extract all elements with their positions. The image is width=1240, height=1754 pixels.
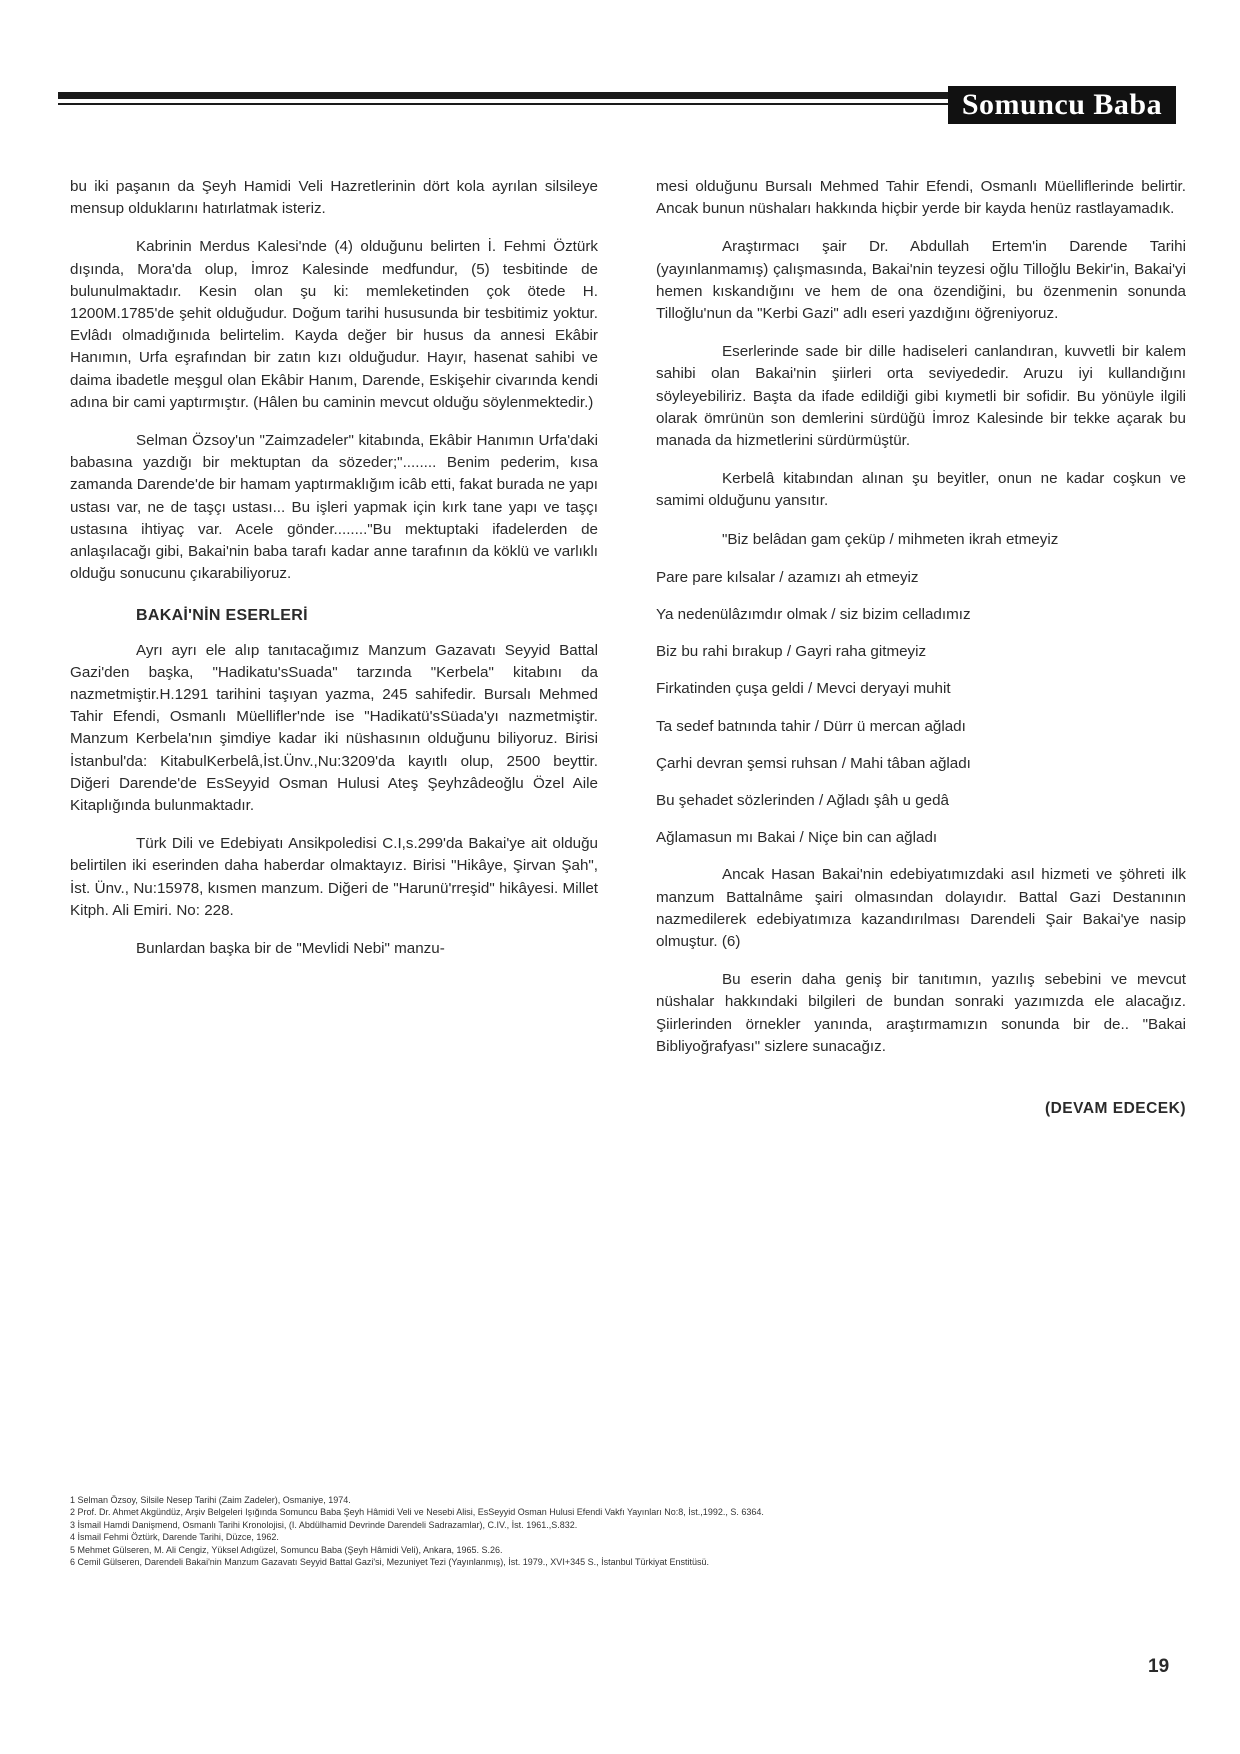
footnote: 3 İsmail Hamdi Danişmend, Osmanlı Tarihi Kronolojisi, (I. Abdülhamid Devrinde Darendeli Sadrazamlar), C.IV., İst. 1961.,S.832. (70, 1519, 578, 1530)
paragraph: Ayrı ayrı ele alıp tanıtacağımız Manzum Gazavatı Seyyid Battal Gazi'den başka, "Hadikatu'sSuada" tarzında "Kerbela" kitabını da nazmetmiştir.H.1291 tarihini taşıyan yazma, 245 sahifedir. Bursalı Mehmed Tahir Efendi, Osmanlı Müellifler'nde ise "Hadikatü'sSüada'yı nazmetmiştir. Manzum Kerbela'nın şimdiye kadar iki nüshasının olduğunu biliyoruz. Birisi İstanbul'da: KitabulKerbelâ,İst.Ünv.,Nu:3209'da kayıtlı olup, 2500 beyttir. Diğeri Darende'de EsSeyyid Osman Hulusi Ateş Şeyhzâdeoğlu Özel Aile Kitaplığında bulunmaktadır. (70, 641, 598, 815)
section-heading: BAKAİ'NİN ESERLERİ (136, 607, 308, 625)
footnote: 6 Cemil Gülseren, Darendeli Bakai'nin Manzum Gazavatı Seyyid Battal Gazi'si, Mezuniyet Tezi (Yayınlanmış), İst. 1979., XVI+345 S., İstanbul Türkiyat Enstitüsü. (70, 1557, 709, 1568)
footnote: 5 Mehmet Gülseren, M. Ali Cengiz, Yüksel Adıgüzel, Somuncu Baba (Şeyh Hâmidi Veli), Ankara, 1965. S.26. (70, 1544, 503, 1555)
header-rule-thin (58, 103, 948, 105)
footnote: 2 Prof. Dr. Ahmet Akgündüz, Arşiv Belgeleri Işığında Somuncu Baba Şeyh Hâmidi Veli ve Nesebi Alisi, EsSeyyid Osman Hulusi Efendi Vakfı Yayınları No:8, İst.,1992., S. 6364. (70, 1507, 764, 1518)
paragraph: mesi olduğunu Bursalı Mehmed Tahir Efendi, Osmanlı Müelliflerinde belirtir. Ancak bunun nüshaları hakkında hiçbir yerde bir kayda henüz rastlayamadık. (656, 178, 1186, 218)
paragraph: Eserlerinde sade bir dille hadiseleri canlandıran, kuvvetli bir kalem sahibi olan Bakai'nin şiirleri orta seviyededir. Aruzu iyi kullandığını söyleyebiliriz. Başta da ifade edildiği gibi kıymetli bir sofidir. Bu yönüyle ilgili olarak ömrünün son demlerini sürdüğü İmroz Kalesinde bir tekke açarak bu manada da hizmetlerini sürdürmüştür. (656, 343, 1186, 450)
verse-line: Pare pare kılsalar / azamızı ah etmeyiz (656, 568, 919, 586)
verse-line: Biz bu rahi bırakup / Gayri raha gitmeyiz (656, 643, 927, 661)
right-column (656, 176, 1186, 1120)
footnotes (70, 1494, 1180, 1568)
verse-line: Ya nedenülâzımdır olmak / siz bizim celladımız (656, 606, 971, 624)
paragraph: Araştırmacı şair Dr. Abdullah Ertem'in Darende Tarihi (yayınlanmamış) çalışmasında, Bakai'nin teyzesi oğlu Tilloğlu Bekir'in, Bakai'yi hemen kıskandığını ve hem de ona özendiğini, bu özenmenin sonunda Tilloğlu'nun da "Kerbi Gazi" adlı eseri yazdığını öğreniyoruz. (656, 238, 1186, 323)
verse-line: Ağlamasun mı Bakai / Niçe bin can ağladı (656, 829, 938, 847)
footnote: 4 İsmail Fehmi Öztürk, Darende Tarihi, Düzce, 1962. (70, 1532, 279, 1543)
verse-first-line: "Biz belâdan gam çeküp / mihmeten ikrah etmeyiz (722, 530, 1059, 548)
paragraph: Kabrinin Merdus Kalesi'nde (4) olduğunu belirten İ. Fehmi Öztürk dışında, Mora'da olup, İmroz Kalesinde medfundur, (5) tesbitinde de bulunulmaktadır. Kesin olan şu ki: memleketinden çok ötede H. 1200M.1785'de şehit olduğudur. Doğum tarihi hususunda bir tesbitimiz yoktur. Evlâdı olmadığınıda belirtelim. Kayda değer bir husus da annesi Ekâbir Hanımın, Urfa eşrafından bir zatın kızı olduğudur. Hayır, hasenat sahibi ve daima ibadetle meşgul olan Ekâbir Hanım, Darende, Eskişehir civarında kendi adına bir cami yaptırmıştır. (Hâlen bu caminin mevcut olduğu söylenmektedir.) (70, 238, 598, 411)
left-column (70, 176, 598, 976)
verse-line: Firkatinden çuşa geldi / Mevci deryayi muhit (656, 680, 951, 698)
paragraph: Ancak Hasan Bakai'nin edebiyatımızdaki asıl hizmeti ve şöhreti ilk manzum Battalnâme şairi olmasından dolayıdır. Battal Gazi Destanının nazmedilerek edebiyatımıza kazandırılması Darendeli Şair Bakai'ye nasip olmuştur. (6) (656, 866, 1186, 951)
paragraph: Selman Özsoy'un "Zaimzadeler" kitabında, Ekâbir Hanımın Urfa'daki babasına yazdığı bir mektuptan da sözeder;"........ Benim pederim, kısa zamanda Darende'de bir hamam yaptırmaklığım icâb etti, fakat burada ne yapı ustası var, ne de taşçı ustası... Bu işleri yapmak için kırk tane yapı ve taşçı ustasına ihtiyaç var. Acele gönder........"Bu mektuptaki ifadelerden de anlaşılacağı gibi, Bakai'nin baba tarafı kadar anne tarafının da köklü ve varlıklı olduğu sonucunu çıkarabiliyoruz. (70, 432, 598, 583)
paragraph: bu iki paşanın da Şeyh Hamidi Veli Hazretlerinin dört kola ayrılan silsileye mensup olduklarını hatırlatmak isteriz. (70, 178, 598, 218)
verse-line: Çarhi devran şemsi ruhsan / Mahi tâban ağladı (656, 754, 971, 772)
paragraph: Türk Dili ve Edebiyatı Ansikpoledisi C.I,s.299'da Bakai'ye ait olduğu belirtilen iki eserinden daha haberdar olmaktayız. Birisi "Hikâye, Şirvan Şah", İst. Ünv., Nu:15978, kısmen manzum. Diğeri de "Harunü'rreşid" hikâyesi. Millet Kitph. Ali Emiri. No: 228. (70, 835, 598, 919)
paragraph: Bunlardan başka bir de "Mevlidi Nebi" manzu- (136, 940, 445, 958)
page-number: 19 (1148, 1656, 1170, 1677)
header-rule-thick (58, 92, 948, 99)
paragraph: Kerbelâ kitabından alınan şu beyitler, onun ne kadar coşkun ve samimi olduğunu yansıtır. (656, 470, 1186, 510)
paragraph: Bu eserin daha geniş bir tanıtımın, yazılış sebebini ve mevcut nüshalar hakkındaki bilgileri de bundan sonraki yazımızda ele alacağız. Şiirlerinden örnekler yanında, araştırmamızın sonunda bir de.. "Bakai Bibliyoğrafyası" sizlere sunacağız. (656, 971, 1186, 1055)
continued-notice: (DEVAM EDECEK) (1044, 1100, 1186, 1118)
verse-list (656, 567, 1186, 850)
verse-line: Bu şehadet sözlerinden / Ağladı şâh u gedâ (656, 792, 949, 810)
magazine-title: Somuncu Baba (948, 86, 1176, 124)
footnote: 1 Selman Özsoy, Silsile Nesep Tarihi (Zaim Zadeler), Osmaniye, 1974. (70, 1495, 351, 1505)
verse-line: Ta sedef batnında tahir / Dürr ü mercan ağladı (656, 717, 966, 735)
